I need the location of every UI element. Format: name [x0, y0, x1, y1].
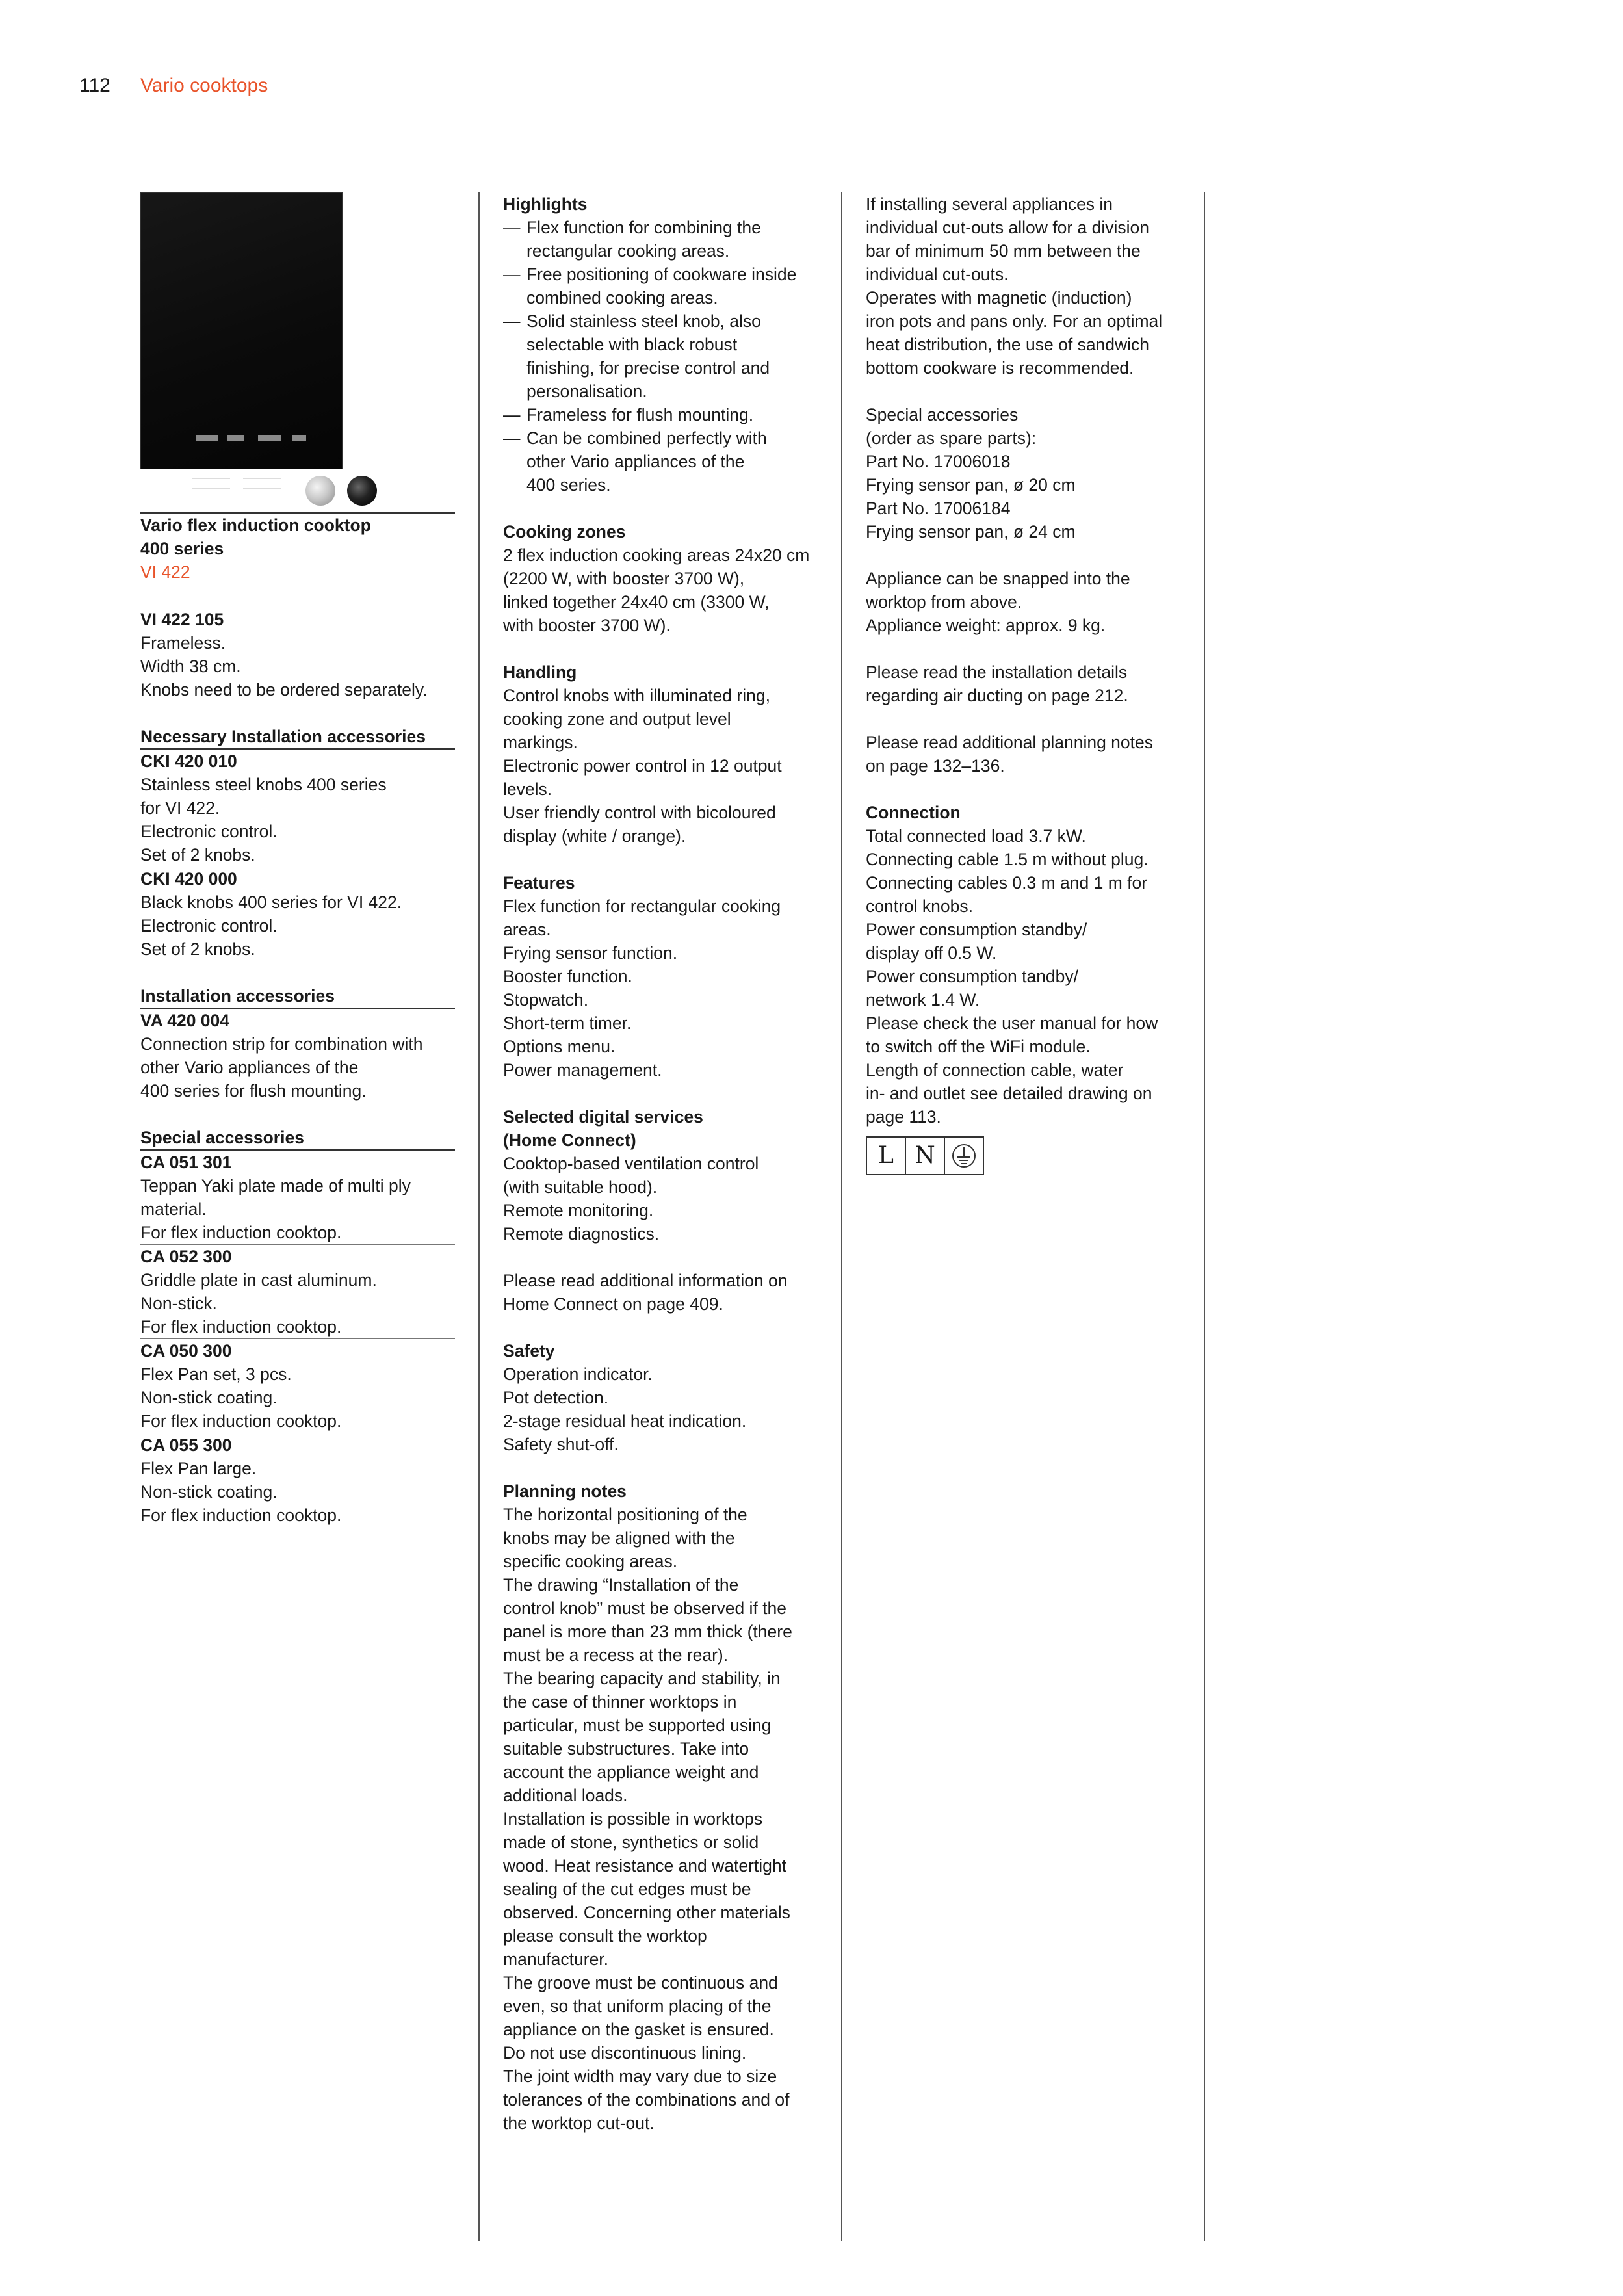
neutral-symbol: N	[905, 1136, 945, 1175]
page-number: 112	[79, 75, 110, 96]
necessary-accessories-heading: Necessary Installation accessories	[140, 727, 426, 746]
earth-symbol-icon	[944, 1136, 984, 1175]
cooking-zones-text: 2 flex induction cooking areas 24x20 cm (2200 W, with booster 3700 W), linked together 24x40 cm (3300 W, with booster 3700 W).	[503, 545, 810, 635]
column-3	[866, 192, 1184, 1175]
digital-services-heading: Selected digital services (Home Connect)	[503, 1107, 703, 1150]
cooktop-photo	[140, 192, 343, 469]
highlight-item: — Can be combined perfectly with other Vario appliances of the 400 series.	[503, 428, 767, 495]
column-divider	[841, 192, 842, 2241]
planning-notes-heading: Planning notes	[503, 1481, 627, 1501]
accessory-item: CA 055 300 Flex Pan large. Non-stick coating. For flex induction cooktop.	[140, 1435, 342, 1525]
special-accessories-spare: Special accessories (order as spare parts): Part No. 17006018 Frying sensor pan, ø 20 cm Part No. 17006184 Frying sensor pan, ø 24 cm	[866, 405, 1076, 541]
electrical-symbols	[866, 1136, 1184, 1175]
highlights-heading: Highlights	[503, 194, 588, 214]
variant-code: VI 422 105	[140, 610, 224, 629]
live-symbol: L	[866, 1136, 906, 1175]
accessory-item: CA 051 301 Teppan Yaki plate made of multi ply material. For flex induction cooktop.	[140, 1153, 411, 1242]
highlight-item: — Flex function for combining the rectangular cooking areas.	[503, 218, 761, 261]
stainless-knob-image	[305, 476, 335, 506]
highlight-item: — Solid stainless steel knob, also selectable with black robust finishing, for precise control and personalisation.	[503, 311, 770, 401]
column-divider	[478, 192, 480, 2241]
installation-details-note: Please read the installation details regarding air ducting on page 212.	[866, 662, 1128, 705]
installation-accessories-heading: Installation accessories	[140, 986, 335, 1006]
features-text: Flex function for rectangular cooking areas. Frying sensor function. Booster function. Stopwatch. Short-term timer. Options menu. Power management.	[503, 896, 781, 1080]
accessory-item: VA 420 004 Connection strip for combination with other Vario appliances of the 400 series for flush mounting.	[140, 1011, 423, 1101]
safety-text: Operation indicator. Pot detection. 2-stage residual heat indication. Safety shut-off.	[503, 1364, 747, 1454]
planning-notes-reference: Please read additional planning notes on page 132–136.	[866, 733, 1153, 776]
accessory-item: CA 050 300 Flex Pan set, 3 pcs. Non-stick coating. For flex induction cooktop.	[140, 1341, 342, 1431]
home-connect-note: Please read additional information on Home Connect on page 409.	[503, 1271, 788, 1314]
handling-heading: Handling	[503, 662, 577, 682]
product-title: Vario flex induction cooktop 400 series	[140, 515, 371, 558]
installation-intro: If installing several appliances in individual cut-outs allow for a division bar of minimum 50 mm between the individual cut-outs. Operates with magnetic (induction) iron pots and pans only. For an optimal heat distribution, the use of sandwich bottom cookware is recommended.	[866, 194, 1163, 378]
highlight-item: — Frameless for flush mounting.	[503, 405, 754, 424]
column-divider	[1204, 192, 1205, 2241]
connection-heading: Connection	[866, 803, 961, 822]
safety-heading: Safety	[503, 1341, 555, 1361]
column-1	[140, 192, 455, 1527]
features-heading: Features	[503, 873, 575, 893]
special-accessories-heading: Special accessories	[140, 1128, 304, 1147]
connection-text: Total connected load 3.7 kW. Connecting cable 1.5 m without plug. Connecting cables 0.3 m and 1 m for control knobs. Power consumption standby/ display off 0.5 W. Power consumption tandby/ network 1.4 W. Please check the user manual for how to switch off the WiFi module. Length of connection cable, water in- and outlet see detailed drawing on page 113.	[866, 826, 1158, 1127]
cooking-zones-heading: Cooking zones	[503, 522, 626, 541]
accessory-item: CKI 420 000 Black knobs 400 series for VI 422. Electronic control. Set of 2 knobs.	[140, 869, 402, 959]
handling-text: Control knobs with illuminated ring, cooking zone and output level markings. Electronic power control in 12 output levels. User friendly control with bicoloured display (white / orange).	[503, 686, 782, 846]
appliance-mounting-note: Appliance can be snapped into the worktop from above. Appliance weight: approx. 9 kg.	[866, 569, 1130, 635]
black-knob-image	[347, 476, 377, 506]
accessory-item: CKI 420 010 Stainless steel knobs 400 series for VI 422. Electronic control. Set of 2 knobs.	[140, 751, 387, 865]
planning-notes-text: The horizontal positioning of the knobs may be aligned with the specific cooking areas. The drawing “Installation of the control knob” must be observed if the panel is more than 23 mm thick (there must be a recess at the rear). The bearing capacity and stability, in the case of thinner worktops in particular, must be supported using suitable substructures. Take into account the appliance weight and additional loads. Installation is possible in worktops made of stone, synthetics or solid wood. Heat resistance and watertight sealing of the cut edges must be observed. Concerning other materials please consult the worktop manufacturer. The groove must be continuous and even, so that uniform placing of the appliance on the gasket is ensured. Do not use discontinuous lining. The joint width may vary due to size tolerances of the combinations and of the worktop cut-out.	[503, 1505, 792, 2133]
section-title: Vario cooktops	[140, 75, 268, 96]
column-2	[503, 192, 818, 2135]
product-image	[140, 192, 455, 512]
variant-description: Frameless. Width 38 cm. Knobs need to be ordered separately.	[140, 633, 428, 699]
knob-stand	[243, 478, 281, 489]
model-name: VI 422	[140, 562, 190, 582]
highlight-item: — Free positioning of cookware inside combined cooking areas.	[503, 265, 797, 307]
knob-stand	[192, 478, 230, 489]
accessory-item: CA 052 300 Griddle plate in cast aluminum. Non-stick. For flex induction cooktop.	[140, 1247, 377, 1337]
digital-services-text: Cooktop-based ventilation control (with suitable hood). Remote monitoring. Remote diagnostics.	[503, 1154, 759, 1244]
